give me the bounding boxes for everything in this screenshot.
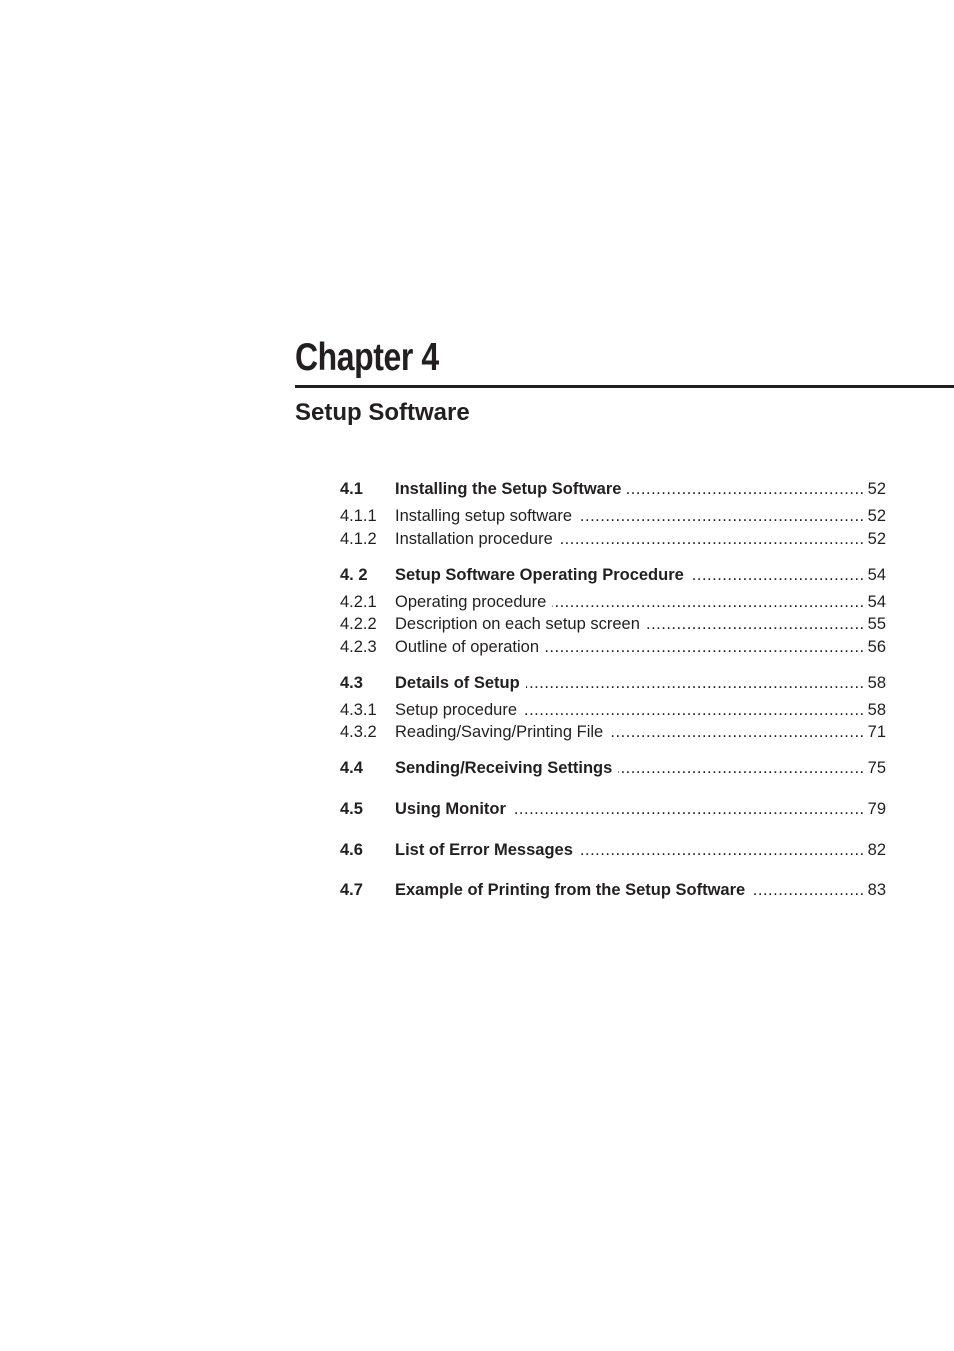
toc-entry[interactable] bbox=[340, 636, 886, 658]
toc-entry-title: Using Monitor bbox=[395, 800, 506, 818]
toc-entry-title: List of Error Messages bbox=[395, 841, 573, 859]
toc-entry-page: 56 bbox=[867, 638, 886, 656]
toc-entry-page: 83 bbox=[867, 881, 886, 899]
chapter-title: Chapter 4 bbox=[295, 336, 439, 379]
toc-entry-title: Installing the Setup Software bbox=[395, 480, 622, 498]
toc-entry-page: 71 bbox=[867, 723, 886, 741]
toc-entry-title: Installation procedure bbox=[395, 530, 553, 548]
toc-dot-leader bbox=[690, 564, 865, 586]
toc-entry-number: 4.5 bbox=[340, 800, 363, 818]
toc-entry[interactable] bbox=[340, 672, 886, 694]
toc-dot-leader bbox=[552, 591, 864, 613]
toc-entry-number: 4.1.1 bbox=[340, 507, 377, 525]
toc-entry-number: 4.3.1 bbox=[340, 701, 377, 719]
toc-entry-title: Setup procedure bbox=[395, 701, 518, 719]
toc-entry[interactable] bbox=[340, 757, 886, 779]
toc-entry[interactable] bbox=[340, 879, 886, 901]
toc-dot-leader bbox=[609, 721, 864, 743]
toc-dot-leader bbox=[559, 528, 865, 550]
toc-dot-leader bbox=[646, 613, 865, 635]
toc-entry[interactable] bbox=[340, 591, 886, 613]
toc-entry-number: 4. 2 bbox=[340, 566, 368, 584]
toc-dot-leader bbox=[627, 478, 864, 500]
toc-entry-page: 55 bbox=[867, 615, 886, 633]
toc-entry-number: 4.3.2 bbox=[340, 723, 377, 741]
toc-entry-title: Operating procedure bbox=[395, 593, 547, 611]
chapter-subtitle: Setup Software bbox=[295, 399, 470, 426]
toc-entry[interactable] bbox=[340, 505, 886, 527]
toc-entry-page: 82 bbox=[867, 841, 886, 859]
toc-entry-number: 4.2.2 bbox=[340, 615, 377, 633]
toc-dot-leader bbox=[751, 879, 864, 901]
toc-entry-title: Sending/Receiving Settings bbox=[395, 759, 613, 777]
toc-entry[interactable] bbox=[340, 528, 886, 550]
toc-entry-page: 52 bbox=[867, 530, 886, 548]
toc-entry-page: 58 bbox=[867, 701, 886, 719]
toc-entry-number: 4.4 bbox=[340, 759, 363, 777]
toc-entry[interactable] bbox=[340, 839, 886, 861]
toc-entry-title: Details of Setup bbox=[395, 674, 520, 692]
toc-dot-leader bbox=[526, 672, 865, 694]
toc-entry-title: Installing setup software bbox=[395, 507, 573, 525]
toc-entry-page: 79 bbox=[867, 800, 886, 818]
toc-entry-number: 4.2.3 bbox=[340, 638, 377, 656]
toc-entry[interactable] bbox=[340, 564, 886, 586]
toc-entry-title: Reading/Saving/Printing File bbox=[395, 723, 604, 741]
toc-entry-title: Outline of operation bbox=[395, 638, 540, 656]
toc-entry[interactable] bbox=[340, 721, 886, 743]
toc-entry-page: 52 bbox=[867, 480, 886, 498]
toc-entry-number: 4.3 bbox=[340, 674, 363, 692]
toc-entry-number: 4.1 bbox=[340, 480, 363, 498]
toc-dot-leader bbox=[579, 839, 865, 861]
toc-entry-title: Description on each setup screen bbox=[395, 615, 640, 633]
toc-entry-number: 4.1.2 bbox=[340, 530, 377, 548]
toc-dot-leader bbox=[618, 757, 864, 779]
toc-entry-page: 75 bbox=[867, 759, 886, 777]
toc-entry[interactable] bbox=[340, 613, 886, 635]
toc-entry-page: 58 bbox=[867, 674, 886, 692]
toc-entry[interactable] bbox=[340, 478, 886, 500]
toc-entry-page: 54 bbox=[867, 566, 886, 584]
toc-dot-leader bbox=[545, 636, 865, 658]
toc-entry-number: 4.7 bbox=[340, 881, 363, 899]
toc-dot-leader bbox=[523, 699, 865, 721]
toc-entry[interactable] bbox=[340, 699, 886, 721]
toc-entry-number: 4.6 bbox=[340, 841, 363, 859]
toc-entry-title: Setup Software Operating Procedure bbox=[395, 566, 684, 584]
toc-dot-leader bbox=[512, 798, 865, 820]
table-of-contents bbox=[340, 0, 886, 1351]
toc-entry-number: 4.2.1 bbox=[340, 593, 377, 611]
toc-entry-page: 54 bbox=[867, 593, 886, 611]
toc-entry[interactable] bbox=[340, 798, 886, 820]
toc-entry-page: 52 bbox=[867, 507, 886, 525]
toc-entry-title: Example of Printing from the Setup Software bbox=[395, 881, 746, 899]
toc-dot-leader bbox=[578, 505, 865, 527]
